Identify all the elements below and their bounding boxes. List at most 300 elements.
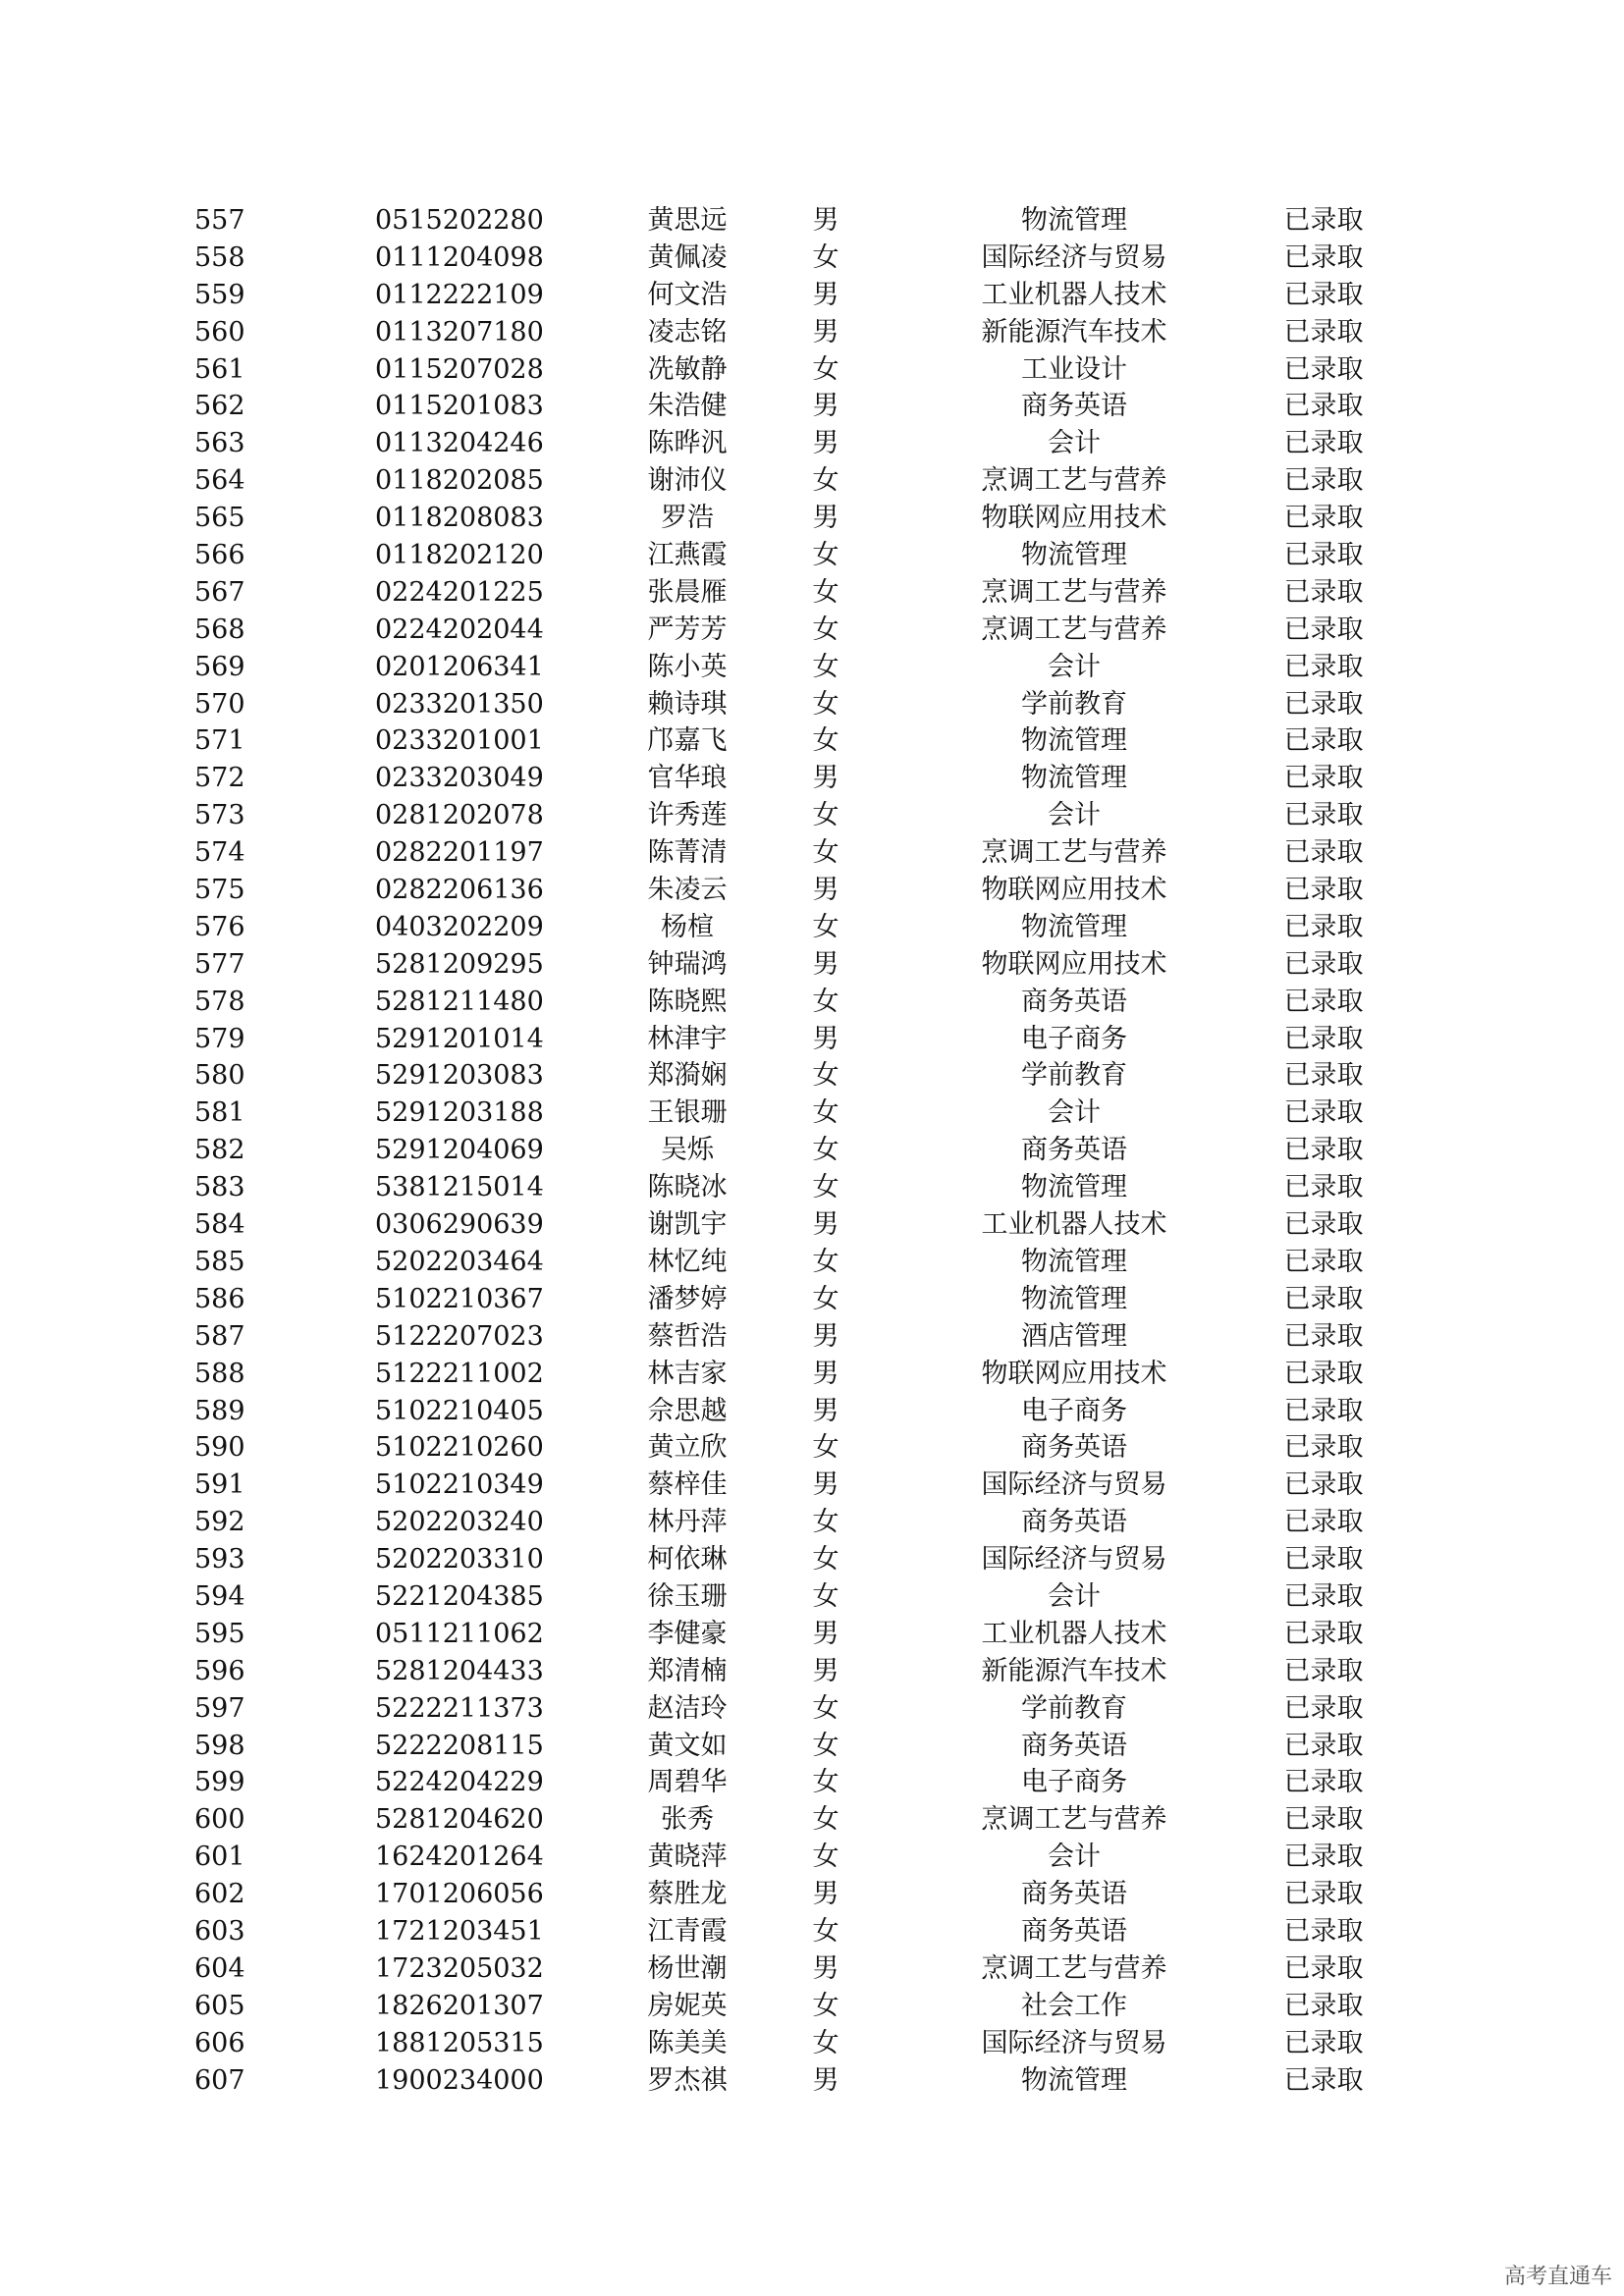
exam-id-cell: 5102210260 [375,1432,544,1464]
row-number-cell: 569 [194,651,245,682]
major-cell: 物流管理 [1021,725,1127,757]
exam-id-cell: 0233203049 [375,763,544,794]
major-cell: 会计 [1048,800,1101,831]
exam-id-cell: 5291204069 [375,1135,544,1166]
major-cell: 商务英语 [1021,1879,1127,1910]
table-row [0,2025,1624,2062]
table-row [0,834,1624,872]
admission-status-cell: 已录取 [1283,651,1364,682]
student-name-cell: 郑漪娴 [647,1060,728,1092]
major-cell: 商务英语 [1021,1135,1127,1166]
gender-cell: 女 [812,1842,839,1873]
row-number-cell: 582 [194,1135,245,1166]
admission-status-cell: 已录取 [1283,1469,1364,1501]
student-name-cell: 李健豪 [647,1618,728,1649]
exam-id-cell: 1723205032 [375,1952,544,1984]
gender-cell: 女 [812,1804,839,1836]
exam-id-cell: 0233201001 [375,725,544,757]
student-name-cell: 陈晓熙 [647,986,728,1017]
admission-status-cell: 已录取 [1283,875,1364,906]
exam-id-cell: 0511211062 [375,1618,544,1649]
admission-status-cell: 已录取 [1283,1023,1364,1054]
gender-cell: 女 [812,1730,839,1761]
gender-cell: 女 [812,1507,839,1538]
gender-cell: 女 [812,540,839,571]
exam-id-cell: 0118208083 [375,503,544,534]
row-number-cell: 560 [194,316,245,347]
major-cell: 物流管理 [1021,205,1127,236]
row-number-cell: 585 [194,1246,245,1277]
row-number-cell: 558 [194,241,245,273]
student-name-cell: 赖诗琪 [647,688,728,720]
gender-cell: 男 [812,1952,839,1984]
student-name-cell: 张秀 [661,1804,714,1836]
student-name-cell: 严芳芳 [647,614,728,645]
admission-status-cell: 已录取 [1283,1618,1364,1649]
student-name-cell: 赵洁玲 [647,1692,728,1724]
exam-id-cell: 5281204620 [375,1804,544,1836]
student-name-cell: 冼敏静 [647,353,728,385]
student-name-cell: 林丹萍 [647,1507,728,1538]
admission-status-cell: 已录取 [1283,1655,1364,1686]
gender-cell: 女 [812,1172,839,1203]
table-row [0,1318,1624,1356]
admission-status-cell: 已录取 [1283,1358,1364,1389]
exam-id-cell: 0111204098 [375,241,544,273]
exam-id-cell: 0282201197 [375,837,544,869]
student-name-cell: 江青霞 [647,1915,728,1947]
admission-status-cell: 已录取 [1283,725,1364,757]
row-number-cell: 590 [194,1432,245,1464]
table-row [0,1504,1624,1541]
admission-status-cell: 已录取 [1283,1135,1364,1166]
student-name-cell: 黄思远 [647,205,728,236]
admission-status-cell: 已录取 [1283,1320,1364,1352]
table-row [0,1616,1624,1653]
row-number-cell: 573 [194,800,245,831]
student-name-cell: 杨楦 [661,911,714,942]
gender-cell: 女 [812,576,839,608]
table-row [0,722,1624,760]
admission-status-cell: 已录取 [1283,2027,1364,2058]
major-cell: 物流管理 [1021,540,1127,571]
student-name-cell: 朱凌云 [647,875,728,906]
gender-cell: 女 [812,465,839,497]
gender-cell: 男 [812,279,839,310]
row-number-cell: 583 [194,1172,245,1203]
table-row [0,1467,1624,1504]
table-row [0,574,1624,612]
row-number-cell: 580 [194,1060,245,1092]
gender-cell: 女 [812,1246,839,1277]
row-number-cell: 595 [194,1618,245,1649]
admission-status-cell: 已录取 [1283,1580,1364,1612]
table-row [0,686,1624,723]
student-name-cell: 谢沛仪 [647,465,728,497]
admission-status-cell: 已录取 [1283,2064,1364,2096]
student-name-cell: 谢凯宇 [647,1209,728,1241]
table-row [0,462,1624,500]
row-number-cell: 575 [194,875,245,906]
row-number-cell: 593 [194,1544,245,1575]
admission-status-cell: 已录取 [1283,911,1364,942]
student-name-cell: 罗杰祺 [647,2064,728,2096]
student-name-cell: 陈小英 [647,651,728,682]
exam-id-cell: 5102210367 [375,1283,544,1314]
table-row [0,797,1624,834]
table-row [0,388,1624,425]
exam-id-cell: 5102210349 [375,1469,544,1501]
row-number-cell: 605 [194,1990,245,2021]
table-row [0,2062,1624,2100]
admission-status-cell: 已录取 [1283,205,1364,236]
gender-cell: 女 [812,1135,839,1166]
major-cell: 电子商务 [1021,1395,1127,1426]
row-number-cell: 586 [194,1283,245,1314]
major-cell: 商务英语 [1021,391,1127,422]
gender-cell: 女 [812,725,839,757]
exam-id-cell: 5102210405 [375,1395,544,1426]
admission-status-cell: 已录取 [1283,391,1364,422]
gender-cell: 女 [812,1990,839,2021]
admission-status-cell: 已录取 [1283,540,1364,571]
admission-status-cell: 已录取 [1283,1097,1364,1129]
admission-status-cell: 已录取 [1283,1172,1364,1203]
admission-status-cell: 已录取 [1283,614,1364,645]
major-cell: 会计 [1048,1580,1101,1612]
table-row [0,500,1624,537]
exam-id-cell: 0118202120 [375,540,544,571]
exam-id-cell: 1900234000 [375,2064,544,2096]
exam-id-cell: 0113207180 [375,316,544,347]
admission-status-cell: 已录取 [1283,1952,1364,1984]
admission-status-cell: 已录取 [1283,986,1364,1017]
student-name-cell: 房妮英 [647,1990,728,2021]
student-name-cell: 张晨雁 [647,576,728,608]
student-name-cell: 林忆纯 [647,1246,728,1277]
admission-status-cell: 已录取 [1283,353,1364,385]
major-cell: 新能源汽车技术 [981,316,1167,347]
admission-status-cell: 已录取 [1283,241,1364,273]
row-number-cell: 570 [194,688,245,720]
gender-cell: 女 [812,1432,839,1464]
major-cell: 工业机器人技术 [981,1209,1167,1241]
table-row [0,1169,1624,1206]
student-name-cell: 林津宇 [647,1023,728,1054]
major-cell: 烹调工艺与营养 [981,1952,1167,1984]
row-number-cell: 592 [194,1507,245,1538]
gender-cell: 男 [812,1879,839,1910]
gender-cell: 男 [812,948,839,980]
table-row [0,1876,1624,1913]
gender-cell: 男 [812,1469,839,1501]
row-number-cell: 578 [194,986,245,1017]
admission-status-cell: 已录取 [1283,800,1364,831]
gender-cell: 女 [812,1283,839,1314]
gender-cell: 男 [812,1395,839,1426]
major-cell: 酒店管理 [1021,1320,1127,1352]
exam-id-cell: 5122207023 [375,1320,544,1352]
exam-id-cell: 0515202280 [375,205,544,236]
gender-cell: 女 [812,800,839,831]
gender-cell: 女 [812,651,839,682]
row-number-cell: 568 [194,614,245,645]
gender-cell: 女 [812,353,839,385]
exam-id-cell: 5202203310 [375,1544,544,1575]
major-cell: 商务英语 [1021,1507,1127,1538]
gender-cell: 女 [812,241,839,273]
gender-cell: 女 [812,1544,839,1575]
admission-status-cell: 已录取 [1283,1692,1364,1724]
exam-id-cell: 5122211002 [375,1358,544,1389]
exam-id-cell: 5291203188 [375,1097,544,1129]
major-cell: 烹调工艺与营养 [981,1804,1167,1836]
gender-cell: 女 [812,2027,839,2058]
row-number-cell: 565 [194,503,245,534]
exam-id-cell: 1624201264 [375,1842,544,1873]
exam-id-cell: 5202203240 [375,1507,544,1538]
row-number-cell: 557 [194,205,245,236]
table-row [0,1913,1624,1950]
student-name-cell: 凌志铭 [647,316,728,347]
gender-cell: 男 [812,1358,839,1389]
row-number-cell: 561 [194,353,245,385]
major-cell: 物联网应用技术 [981,1358,1167,1389]
table-row [0,1281,1624,1318]
major-cell: 物流管理 [1021,1246,1127,1277]
exam-id-cell: 1721203451 [375,1915,544,1947]
row-number-cell: 604 [194,1952,245,1984]
exam-id-cell: 5222208115 [375,1730,544,1761]
table-row [0,612,1624,649]
row-number-cell: 584 [194,1209,245,1241]
exam-id-cell: 0281202078 [375,800,544,831]
major-cell: 工业机器人技术 [981,279,1167,310]
gender-cell: 男 [812,1023,839,1054]
student-name-cell: 许秀莲 [647,800,728,831]
major-cell: 工业设计 [1021,353,1127,385]
student-name-cell: 罗浩 [661,503,714,534]
table-row [0,314,1624,351]
gender-cell: 男 [812,875,839,906]
student-name-cell: 黄立欣 [647,1432,728,1464]
major-cell: 学前教育 [1021,1692,1127,1724]
major-cell: 物流管理 [1021,763,1127,794]
major-cell: 工业机器人技术 [981,1618,1167,1649]
major-cell: 学前教育 [1021,1060,1127,1092]
admission-status-cell: 已录取 [1283,1804,1364,1836]
gender-cell: 男 [812,1209,839,1241]
row-number-cell: 587 [194,1320,245,1352]
row-number-cell: 563 [194,428,245,459]
gender-cell: 男 [812,1618,839,1649]
table-row [0,1429,1624,1467]
admission-status-cell: 已录取 [1283,1915,1364,1947]
exam-id-cell: 5281209295 [375,948,544,980]
table-row [0,1950,1624,1988]
table-row [0,1244,1624,1281]
student-name-cell: 潘梦婷 [647,1283,728,1314]
table-row [0,1839,1624,1876]
exam-id-cell: 1701206056 [375,1879,544,1910]
row-number-cell: 589 [194,1395,245,1426]
admission-status-cell: 已录取 [1283,1432,1364,1464]
admission-status-cell: 已录取 [1283,503,1364,534]
admission-status-cell: 已录取 [1283,763,1364,794]
major-cell: 物流管理 [1021,1172,1127,1203]
exam-id-cell: 0201206341 [375,651,544,682]
major-cell: 国际经济与贸易 [981,2027,1167,2058]
row-number-cell: 579 [194,1023,245,1054]
table-row [0,984,1624,1021]
row-number-cell: 576 [194,911,245,942]
exam-id-cell: 5291201014 [375,1023,544,1054]
exam-id-cell: 5222211373 [375,1692,544,1724]
exam-id-cell: 0282206136 [375,875,544,906]
gender-cell: 女 [812,911,839,942]
table-row [0,1206,1624,1244]
gender-cell: 女 [812,688,839,720]
exam-id-cell: 1826201307 [375,1990,544,2021]
student-name-cell: 陈晔汎 [647,428,728,459]
gender-cell: 女 [812,1767,839,1798]
admission-status-cell: 已录取 [1283,279,1364,310]
table-row [0,1021,1624,1058]
row-number-cell: 562 [194,391,245,422]
table-row [0,1095,1624,1132]
major-cell: 会计 [1048,1097,1101,1129]
gender-cell: 男 [812,316,839,347]
admission-status-cell: 已录取 [1283,316,1364,347]
table-row [0,909,1624,946]
table-row [0,1057,1624,1095]
student-name-cell: 佘思越 [647,1395,728,1426]
major-cell: 社会工作 [1021,1990,1127,2021]
major-cell: 物联网应用技术 [981,503,1167,534]
admission-status-cell: 已录取 [1283,948,1364,980]
row-number-cell: 571 [194,725,245,757]
row-number-cell: 607 [194,2064,245,2096]
admission-status-cell: 已录取 [1283,1246,1364,1277]
student-name-cell: 周碧华 [647,1767,728,1798]
student-name-cell: 王银珊 [647,1097,728,1129]
student-name-cell: 蔡胜龙 [647,1879,728,1910]
gender-cell: 女 [812,1060,839,1092]
student-name-cell: 蔡哲浩 [647,1320,728,1352]
admission-status-cell: 已录取 [1283,1060,1364,1092]
gender-cell: 女 [812,1692,839,1724]
major-cell: 烹调工艺与营养 [981,465,1167,497]
student-name-cell: 林吉家 [647,1358,728,1389]
table-row [0,425,1624,462]
exam-id-cell: 0115207028 [375,353,544,385]
student-name-cell: 官华琅 [647,763,728,794]
exam-id-cell: 0224202044 [375,614,544,645]
admission-status-cell: 已录取 [1283,1842,1364,1873]
row-number-cell: 564 [194,465,245,497]
row-number-cell: 581 [194,1097,245,1129]
gender-cell: 男 [812,503,839,534]
major-cell: 烹调工艺与营养 [981,576,1167,608]
major-cell: 国际经济与贸易 [981,1469,1167,1501]
major-cell: 烹调工艺与营养 [981,837,1167,869]
exam-id-cell: 0113204246 [375,428,544,459]
row-number-cell: 594 [194,1580,245,1612]
row-number-cell: 591 [194,1469,245,1501]
admission-status-cell: 已录取 [1283,688,1364,720]
table-row [0,277,1624,314]
admission-status-cell: 已录取 [1283,1879,1364,1910]
gender-cell: 男 [812,205,839,236]
student-name-cell: 邝嘉飞 [647,725,728,757]
student-name-cell: 何文浩 [647,279,728,310]
major-cell: 电子商务 [1021,1023,1127,1054]
table-row [0,240,1624,277]
table-row [0,1801,1624,1839]
gender-cell: 男 [812,2064,839,2096]
exam-id-cell: 5221204385 [375,1580,544,1612]
exam-id-cell: 0112222109 [375,279,544,310]
admission-status-cell: 已录取 [1283,1507,1364,1538]
exam-id-cell: 5281211480 [375,986,544,1017]
table-row [0,872,1624,909]
exam-id-cell: 5381215014 [375,1172,544,1203]
row-number-cell: 602 [194,1879,245,1910]
major-cell: 物流管理 [1021,2064,1127,2096]
student-name-cell: 朱浩健 [647,391,728,422]
gender-cell: 男 [812,1655,839,1686]
row-number-cell: 596 [194,1655,245,1686]
exam-id-cell: 5281204433 [375,1655,544,1686]
student-name-cell: 徐玉珊 [647,1580,728,1612]
row-number-cell: 559 [194,279,245,310]
table-row [0,1728,1624,1765]
table-row [0,351,1624,389]
major-cell: 电子商务 [1021,1767,1127,1798]
admission-status-cell: 已录取 [1283,837,1364,869]
admission-status-cell: 已录取 [1283,1730,1364,1761]
admission-status-cell: 已录取 [1283,576,1364,608]
row-number-cell: 567 [194,576,245,608]
major-cell: 商务英语 [1021,1432,1127,1464]
exam-id-cell: 0403202209 [375,911,544,942]
gender-cell: 男 [812,428,839,459]
table-row [0,202,1624,240]
major-cell: 国际经济与贸易 [981,1544,1167,1575]
table-row [0,649,1624,686]
row-number-cell: 601 [194,1842,245,1873]
exam-id-cell: 5224204229 [375,1767,544,1798]
major-cell: 物联网应用技术 [981,875,1167,906]
admission-status-cell: 已录取 [1283,1990,1364,2021]
admission-status-cell: 已录取 [1283,428,1364,459]
major-cell: 新能源汽车技术 [981,1655,1167,1686]
table-row [0,1132,1624,1169]
table-row [0,1690,1624,1728]
row-number-cell: 600 [194,1804,245,1836]
major-cell: 物流管理 [1021,911,1127,942]
exam-id-cell: 0118202085 [375,465,544,497]
gender-cell: 男 [812,391,839,422]
student-name-cell: 江燕霞 [647,540,728,571]
exam-id-cell: 1881205315 [375,2027,544,2058]
student-name-cell: 黄文如 [647,1730,728,1761]
gender-cell: 女 [812,1097,839,1129]
exam-id-cell: 5202203464 [375,1246,544,1277]
table-row [0,1988,1624,2025]
table-row [0,946,1624,984]
exam-id-cell: 0115201083 [375,391,544,422]
